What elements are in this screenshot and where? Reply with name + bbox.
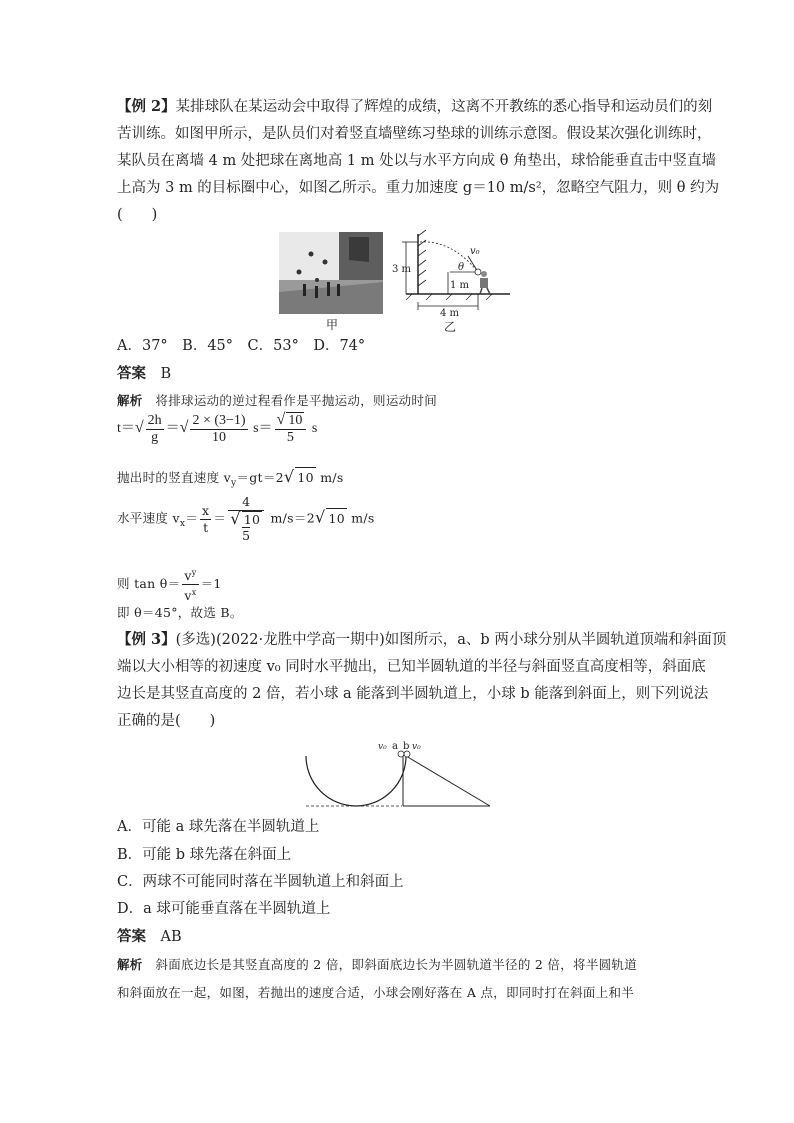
example2-analysis-conclusion: 即 θ＝45°，故选 B。 [117,605,243,620]
formula-time: t＝√ $\frac{2h}{g}$ ＝√ $\frac{2 \times (3-1)}{10}$ s＝ $\frac{√ 10}{5}$ s [117,411,318,445]
example2-line2: 苦训练。如图甲所示，是队员们对着竖直墙壁练习垫球的训练示意图。假设某次强化训练时， [117,126,712,142]
formula-tan: 则 tan θ＝ $\frac{v^y}{v^x}$ ＝1 [117,565,222,604]
label-4m: 4 m [440,308,460,318]
figure-jia-caption: 甲 [326,318,339,332]
formula-horizontal-velocity: 水平速度 $v_x=$ $\frac{x}{t}$ ＝ 4 √ 10 5 m/s＝2√ 10 m/s [117,494,375,543]
label-1m: 1 m [450,280,470,291]
label-v0-b: v₀ [412,742,421,752]
example2-analysis-line1: 解析 将排球运动的逆过程看作是平抛运动，则运动时间 [117,393,438,408]
example3-option-b: B．可能 b 球先落在斜面上 [117,847,292,863]
label-v0-a: v₀ [378,742,387,752]
example3-line1: 【例 3】(多选)(2022·龙胜中学高一期中)如图所示，a、b 两小球分别从半圆轨道顶端和斜面顶 [117,631,727,648]
example2-line3: 某队员在离墙 4 m 处把球在离地高 1 m 处以与水平方向成 θ 角垫出，球恰能垂直击中竖直墙 [117,153,717,169]
example3-analysis-line2: 和斜面放在一起，如图，若抛出的速度合适，小球会刚好落在 A 点，即同时打在斜面上和半 [117,985,635,1000]
example3-tag: 【例 3】 [117,631,176,648]
label-b: b [403,741,410,752]
figure-semicircle-incline [300,740,495,812]
example3-line4: 正确的是( ) [117,713,216,729]
example3-analysis-line1: 解析 斜面底边长是其竖直高度的 2 倍，即斜面底边长为半圆轨道半径的 2 倍，将半圆轨道 [117,957,638,972]
example2-answer: 答案 B [117,365,172,382]
example2-bracket: ( ) [117,207,158,223]
figure-yi-caption: 乙 [444,320,457,334]
example3-line3: 边长是其竖直高度的 2 倍，若小球 a 能落到半圆轨道上，小球 b 能落到斜面上，则下列说法 [117,686,709,702]
example3-line2: 端以大小相等的初速度 v₀ 同时水平抛出，已知半圆轨道的半径与斜面竖直高度相等，斜面底 [117,659,706,675]
label-3m: 3 m [392,264,412,275]
label-theta: θ [458,262,465,273]
example3-option-c: C．两球不可能同时落在半圆轨道上和斜面上 [117,874,404,890]
example2-analysis-line2: 抛出时的竖直速度 $v_y=gt=2√$ 10 m/s [117,467,344,489]
label-a: a [392,741,398,752]
example2-line4: 上高为 3 m 的目标圈中心，如图乙所示。重力加速度 g＝10 m/s²，忽略空气阻力，则 θ 约为 [117,180,720,196]
label-v0: v₀ [470,246,480,257]
figure-jia-photo [279,232,383,314]
example2-tag: 【例 2】 [117,98,176,115]
example3-answer: 答案 AB [117,928,182,945]
example3-option-d: D．a 球可能垂直落在半圆轨道上 [117,901,331,917]
figure-yi-diagram [392,228,514,318]
example2-options: A．37° B．45° C．53° D．74° [117,338,366,354]
example2-line1: 【例 2】某排球队在某运动会中取得了辉煌的成绩，这离不开教练的悉心指导和运动员们的刻 [117,98,713,115]
example3-option-a: A．可能 a 球先落在半圆轨道上 [117,819,320,835]
